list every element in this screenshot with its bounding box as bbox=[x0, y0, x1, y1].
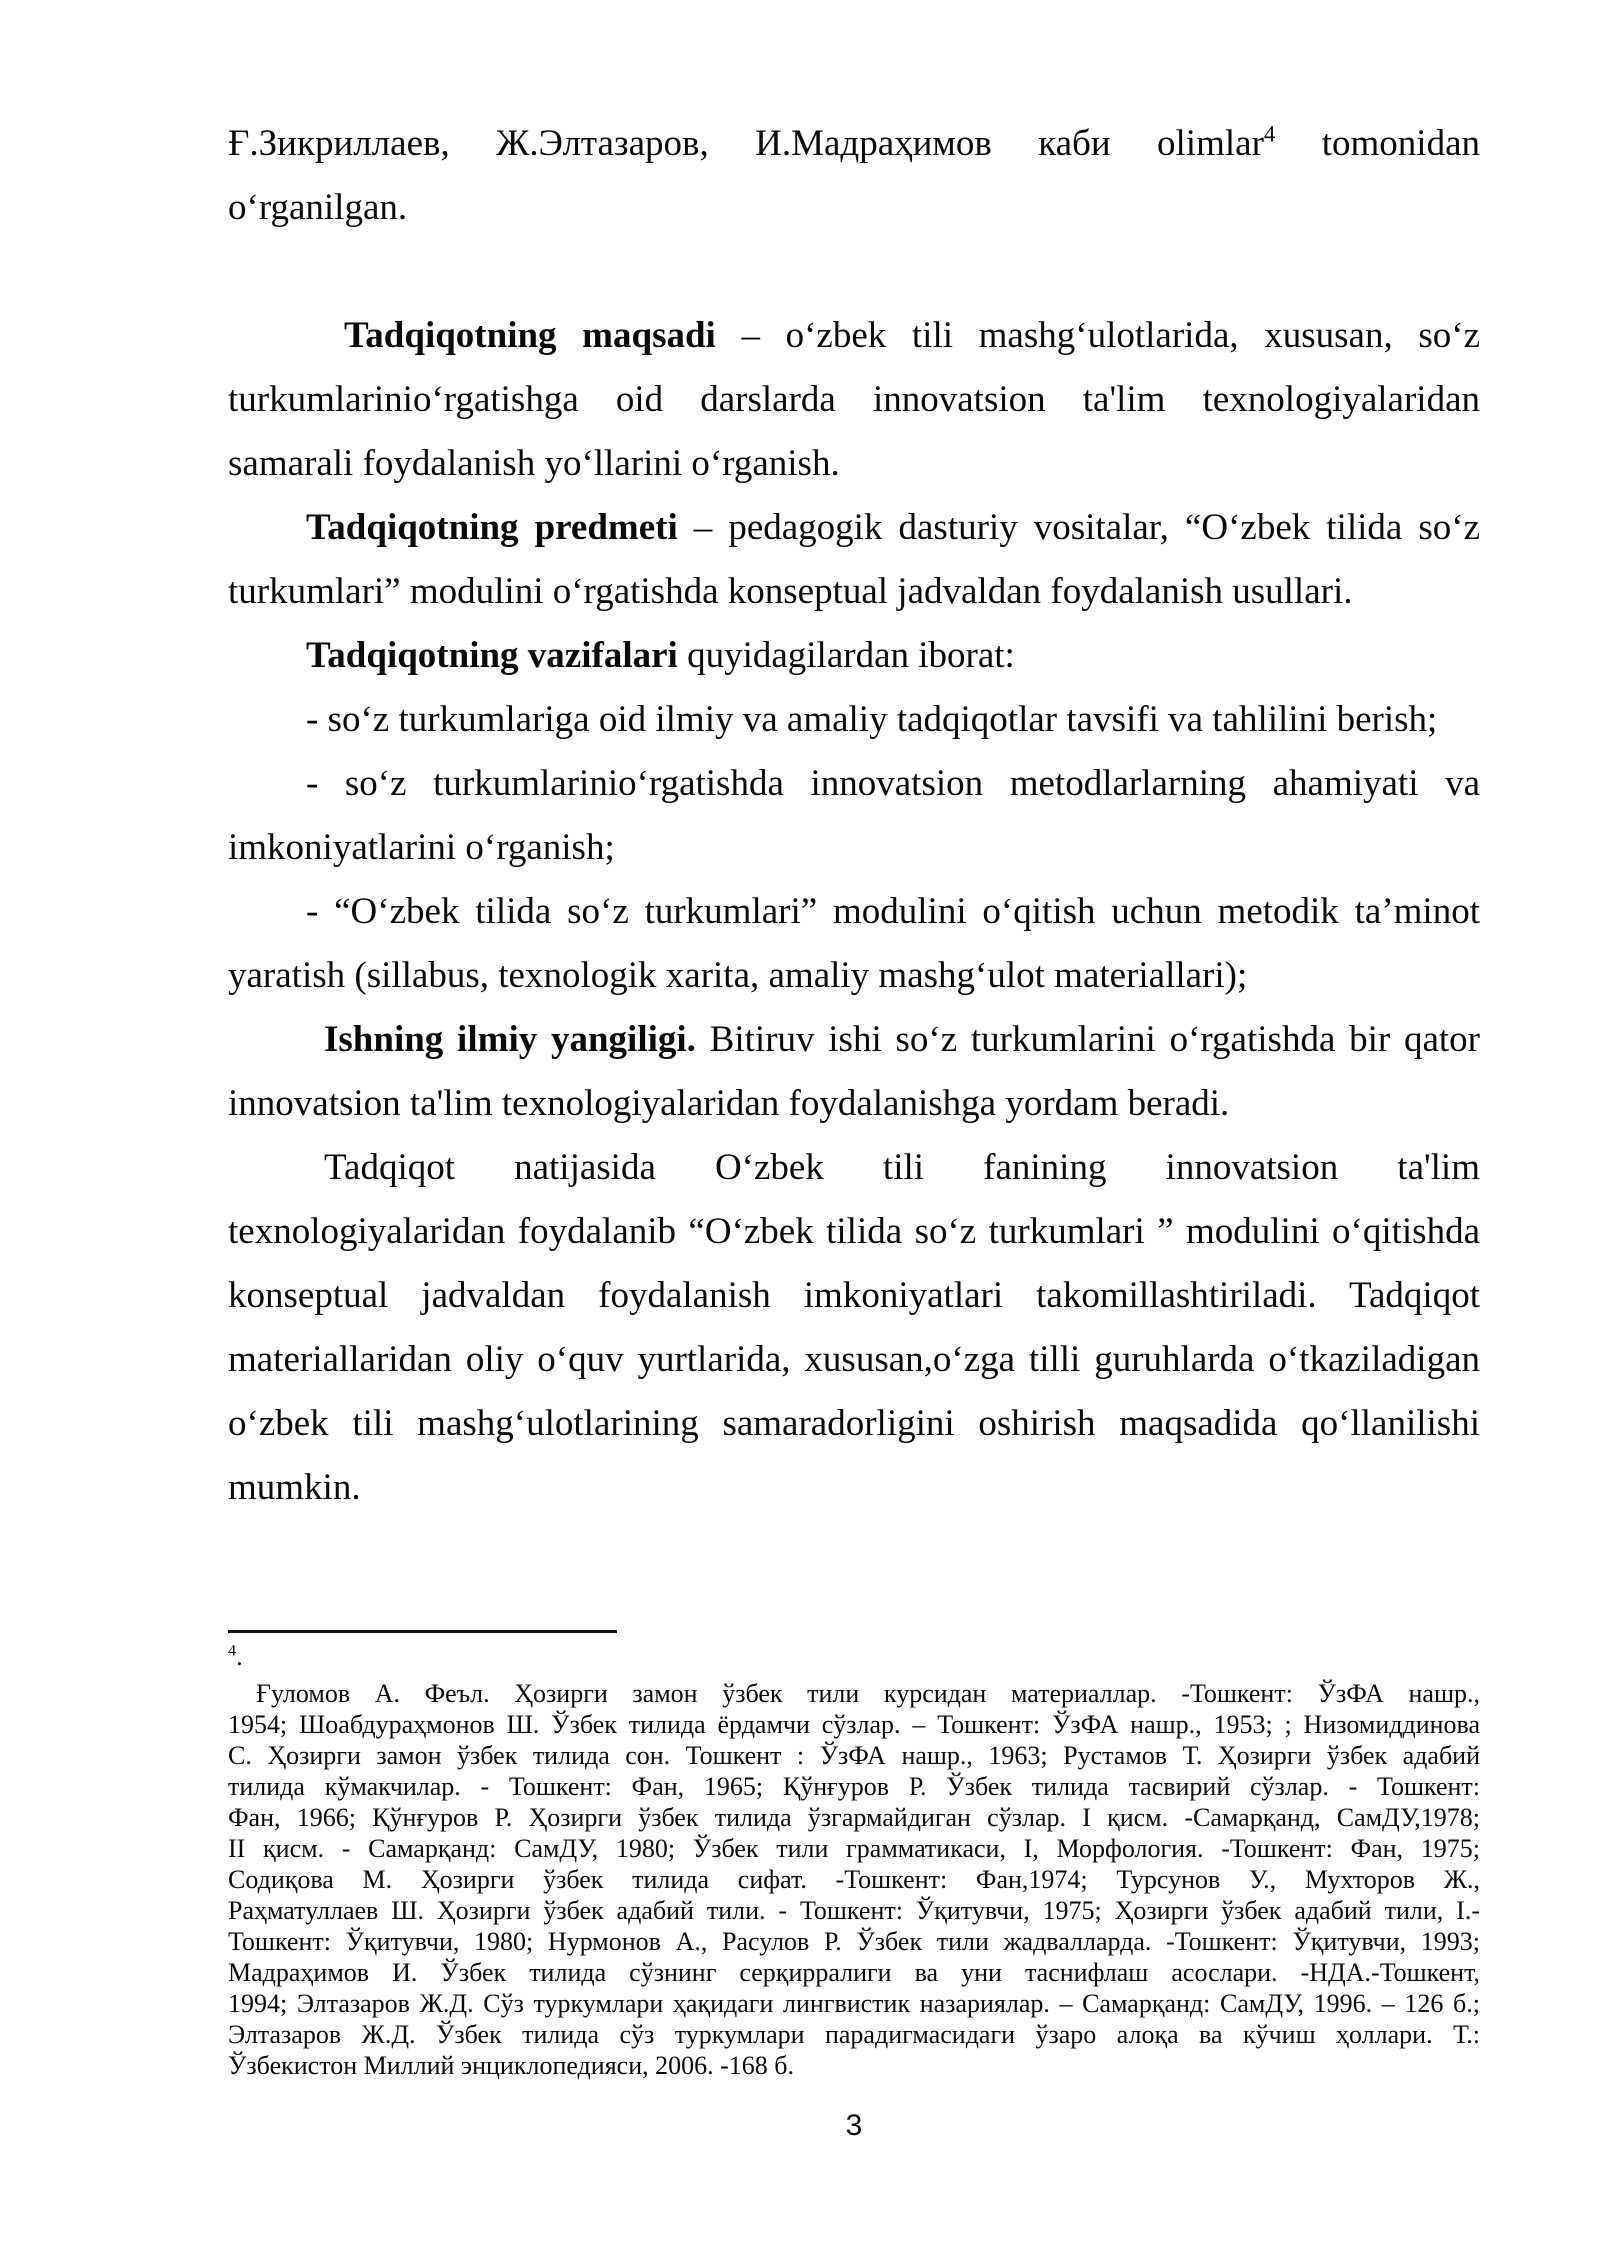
text-line bbox=[228, 1957, 1480, 1988]
text-line bbox=[228, 1641, 1480, 1672]
text-line bbox=[228, 1926, 1480, 1957]
text-line bbox=[228, 112, 1480, 176]
text-run: Tadqiqotning vazifalari bbox=[306, 635, 678, 676]
footnote-reference-number: 4 bbox=[1263, 121, 1276, 147]
paragraph bbox=[228, 496, 1480, 624]
text-run: – o‘zbek tili mashg‘ulotlarida, xususan, so‘z bbox=[715, 315, 1480, 356]
paragraph bbox=[228, 624, 1480, 688]
text-line bbox=[228, 752, 1480, 816]
text-line bbox=[228, 880, 1480, 944]
text-run: Tadqiqotning predmeti bbox=[306, 507, 678, 548]
text-run: materiallaridan oliy o‘quv yurtlarida, xususan,o‘zga tilli guruhlarda o‘tkaziladigan bbox=[228, 1339, 1480, 1380]
text-run: Ishning ilmiy yangiligi. bbox=[324, 1019, 696, 1060]
text-run: С. Ҳозирги замон ўзбек тилида сон. Тошкент : ЎзФА нашр., 1963; Рустамов Т. Ҳозирги ўзбек адабий bbox=[228, 1741, 1480, 1770]
text-run: o‘rganilgan. bbox=[228, 187, 408, 228]
text-run: samarali foydalanish yo‘llarini o‘rganish. bbox=[228, 443, 840, 484]
text-run: texnologiyalaridan foydalanib “O‘zbek tilida so‘z turkumlari ” modulini o‘qitishda bbox=[228, 1211, 1480, 1252]
main-text bbox=[228, 112, 1480, 1520]
text-line bbox=[228, 496, 1480, 560]
text-line bbox=[228, 1895, 1480, 1926]
text-run: imkoniyatlarini o‘rganish; bbox=[228, 827, 615, 868]
text-line bbox=[228, 1200, 1480, 1264]
text-run: Содиқова М. Ҳозирги ўзбек тилида сифат. -Тошкент: Фан,1974; Турсунов У., Мухторов Ж., bbox=[228, 1865, 1480, 1894]
text-run: Фан, 1966; Қўнғуров Р. Ҳозирги ўзбек тилида ўзгармайдиган сўзлар. I қисм. -Самарқанд, СамДУ,1978; bbox=[228, 1803, 1480, 1832]
text-line bbox=[228, 1072, 1480, 1136]
text-run: II қисм. - Самарқанд: СамДУ, 1980; Ўзбек тили грамматикаси, I, Морфология. -Тошкент: Фан, 1975; bbox=[228, 1834, 1480, 1863]
paragraph bbox=[228, 112, 1480, 240]
text-run: turkumlarinio‘rgatishga oid darslarda innovatsion ta'lim texnologiyalaridan bbox=[228, 379, 1480, 420]
text-line bbox=[228, 1008, 1480, 1072]
text-run: mumkin. bbox=[228, 1467, 361, 1508]
paragraph bbox=[228, 1678, 1480, 2081]
text-line bbox=[228, 688, 1480, 752]
text-run: – pedagogik dasturiy vositalar, “O‘zbek tilida so‘z bbox=[677, 507, 1480, 548]
text-line bbox=[228, 1264, 1480, 1328]
text-line bbox=[228, 1456, 1480, 1520]
text-line bbox=[228, 1740, 1480, 1771]
paragraph bbox=[228, 688, 1480, 752]
footnote-text bbox=[228, 1641, 1480, 2081]
text-run: 1994; Элтазаров Ж.Д. Сўз туркумлари ҳақидаги лингвистик назариялар. – Самарқанд: СамДУ, 1996. – 126 б.; bbox=[228, 1989, 1480, 2018]
text-run: Элтазаров Ж.Д. Ўзбек тилида сўз туркумлари парадигмасидаги ўзаро алоқа ва кўчиш ҳоллари. Т.: bbox=[228, 2020, 1480, 2049]
text-line bbox=[228, 1864, 1480, 1895]
text-line bbox=[228, 560, 1480, 624]
paragraph bbox=[228, 1641, 1480, 1672]
paragraph bbox=[228, 1136, 1480, 1520]
text-line bbox=[228, 1833, 1480, 1864]
paragraph bbox=[228, 1008, 1480, 1136]
text-run: Bitiruv ishi so‘z turkumlarini o‘rgatishda bir qator bbox=[695, 1019, 1480, 1060]
text-line bbox=[228, 1709, 1480, 1740]
text-run: Tadqiqotning maqsadi bbox=[344, 315, 716, 356]
text-line bbox=[228, 944, 1480, 1008]
text-run: тилида кўмакчилар. - Тошкент: Фан, 1965; Қўнғуров Р. Ўзбек тилида тасвирий сўзлар. - Тошкент: bbox=[228, 1772, 1480, 1801]
text-run: 1954; Шоабдураҳмонов Ш. Ўзбек тилида ёрдамчи сўзлар. – Тошкент: ЎзФА нашр., 1953; ; Низомиддинова bbox=[228, 1710, 1480, 1739]
text-run: - so‘z turkumlarinio‘rgatishda innovatsion metodlarlarning ahamiyati va bbox=[306, 763, 1480, 804]
footnote-separator bbox=[228, 1630, 617, 1633]
document-page bbox=[228, 112, 1480, 2143]
text-line bbox=[228, 1802, 1480, 1833]
text-run: - so‘z turkumlariga oid ilmiy va amaliy tadqiqotlar tavsifi va tahlilini berish; bbox=[306, 699, 1438, 740]
text-run: quyidagilardan iborat: bbox=[677, 635, 1015, 676]
text-run: innovatsion ta'lim texnologiyalaridan foydalanishga yordam beradi. bbox=[228, 1083, 1230, 1124]
text-run: yaratish (sillabus, texnologik xarita, amaliy mashg‘ulot materiallari); bbox=[228, 955, 1248, 996]
text-line bbox=[228, 304, 1480, 368]
text-run: Мадраҳимов И. Ўзбек тилида сўзнинг серқирралиги ва уни таснифлаш асослари. -НДА.-Тошкент, bbox=[228, 1958, 1480, 1987]
text-run: turkumlari” modulini o‘rgatishda konseptual jadvaldan foydalanish usullari. bbox=[228, 571, 1353, 612]
text-line bbox=[228, 2019, 1480, 2050]
text-run: Ғ.Зикриллаев, Ж.Элтазаров, И.Мадраҳимов каби olimlar bbox=[228, 123, 1264, 164]
text-line bbox=[228, 1328, 1480, 1392]
text-run: Ғуломов А. Феъл. Ҳозирги замон ўзбек тили курсидан материаллар. -Тошкент: ЎзФА нашр., bbox=[256, 1679, 1480, 1708]
text-run: tomonidan bbox=[1275, 123, 1481, 164]
text-run: Tadqiqot natijasida O‘zbek tili fanining innovatsion ta'lim bbox=[324, 1147, 1480, 1188]
text-run: Тошкент: Ўқитувчи, 1980; Нурмонов А., Расулов Р. Ўзбек тили жадвалларда. -Тошкент: Ўқитувчи, 1993; bbox=[228, 1927, 1480, 1956]
text-run: - “O‘zbek tilida so‘z turkumlari” modulini o‘qitish uchun metodik ta’minot bbox=[306, 891, 1480, 932]
text-line bbox=[228, 1136, 1480, 1200]
text-line bbox=[228, 2050, 1480, 2081]
text-line bbox=[228, 1988, 1480, 2019]
footnote-reference-number: 4 bbox=[228, 1642, 237, 1660]
text-run: o‘zbek tili mashg‘ulotlarining samaradorligini oshirish maqsadida qo‘llanilishi bbox=[228, 1403, 1480, 1444]
text-line bbox=[228, 176, 1480, 240]
text-line bbox=[228, 368, 1480, 432]
text-run: konseptual jadvaldan foydalanish imkoniyatlari takomillashtiriladi. Tadqiqot bbox=[228, 1275, 1480, 1316]
text-line bbox=[228, 432, 1480, 496]
page-number: 3 bbox=[845, 2109, 863, 2142]
text-line bbox=[228, 816, 1480, 880]
text-line bbox=[228, 1678, 1480, 1709]
text-run: Раҳматуллаев Ш. Ҳозирги ўзбек адабий тили. - Тошкент: Ўқитувчи, 1975; Ҳозирги ўзбек адабий тили, I.- bbox=[228, 1896, 1480, 1925]
text-run: . bbox=[236, 1642, 243, 1671]
paragraph bbox=[228, 880, 1480, 1008]
text-line bbox=[228, 1771, 1480, 1802]
paragraph bbox=[228, 752, 1480, 880]
text-line bbox=[228, 624, 1480, 688]
text-line bbox=[228, 1392, 1480, 1456]
text-run: Ўзбекистон Миллий энциклопедияси, 2006. -168 б. bbox=[228, 2051, 794, 2080]
paragraph bbox=[228, 304, 1480, 496]
